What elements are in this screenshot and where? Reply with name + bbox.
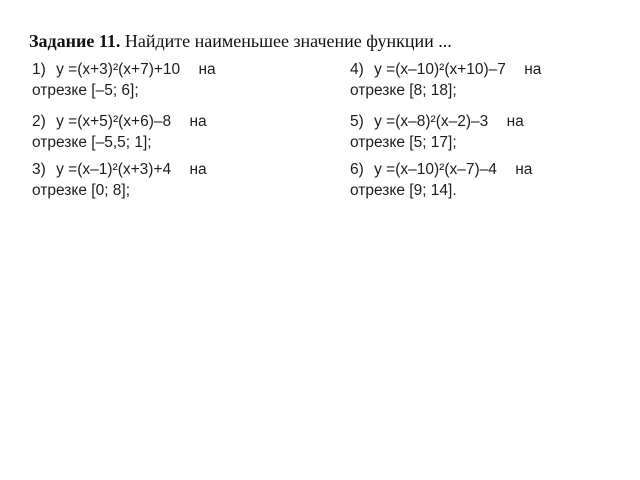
problem-tail: на bbox=[198, 61, 216, 78]
problem-number: 5) bbox=[350, 113, 364, 130]
problem-formula: y =(x–8)²(x–2)–3 bbox=[374, 113, 489, 130]
problem-number: 1) bbox=[32, 61, 46, 78]
problem-4 bbox=[350, 59, 541, 101]
problem-segment: отрезке [9; 14]. bbox=[350, 182, 457, 199]
task-text: Найдите наименьшее значение функции ... bbox=[124, 31, 452, 51]
problem-tail: на bbox=[515, 161, 533, 178]
problem-5 bbox=[350, 111, 524, 153]
problem-formula: y =(x+5)²(x+6)–8 bbox=[56, 113, 172, 130]
problem-segment: отрезке [–5,5; 1]; bbox=[32, 134, 152, 151]
problem-formula: y =(x–10)²(x+10)–7 bbox=[374, 61, 506, 78]
problem-number: 6) bbox=[350, 161, 364, 178]
problem-tail: на bbox=[189, 113, 207, 130]
problem-number: 2) bbox=[32, 113, 46, 130]
problem-segment: отрезке [–5; 6]; bbox=[32, 82, 139, 99]
problem-formula: y =(x+3)²(x+7)+10 bbox=[56, 61, 181, 78]
problem-number: 3) bbox=[32, 161, 46, 178]
problem-6 bbox=[350, 159, 532, 201]
problem-formula: y =(x–1)²(x+3)+4 bbox=[56, 161, 172, 178]
problem-tail: на bbox=[189, 161, 207, 178]
problem-tail: на bbox=[506, 113, 524, 130]
problem-2 bbox=[32, 111, 207, 153]
problem-formula: y =(x–10)²(x–7)–4 bbox=[374, 161, 497, 178]
problem-segment: отрезке [5; 17]; bbox=[350, 134, 457, 151]
task-label: Задание 11. bbox=[29, 31, 121, 51]
problem-3 bbox=[32, 159, 207, 201]
problem-segment: отрезке [8; 18]; bbox=[350, 82, 457, 99]
problem-number: 4) bbox=[350, 61, 364, 78]
problem-segment: отрезке [0; 8]; bbox=[32, 182, 131, 199]
task-title bbox=[29, 31, 452, 52]
problem-1 bbox=[32, 59, 216, 101]
problem-tail: на bbox=[524, 61, 542, 78]
